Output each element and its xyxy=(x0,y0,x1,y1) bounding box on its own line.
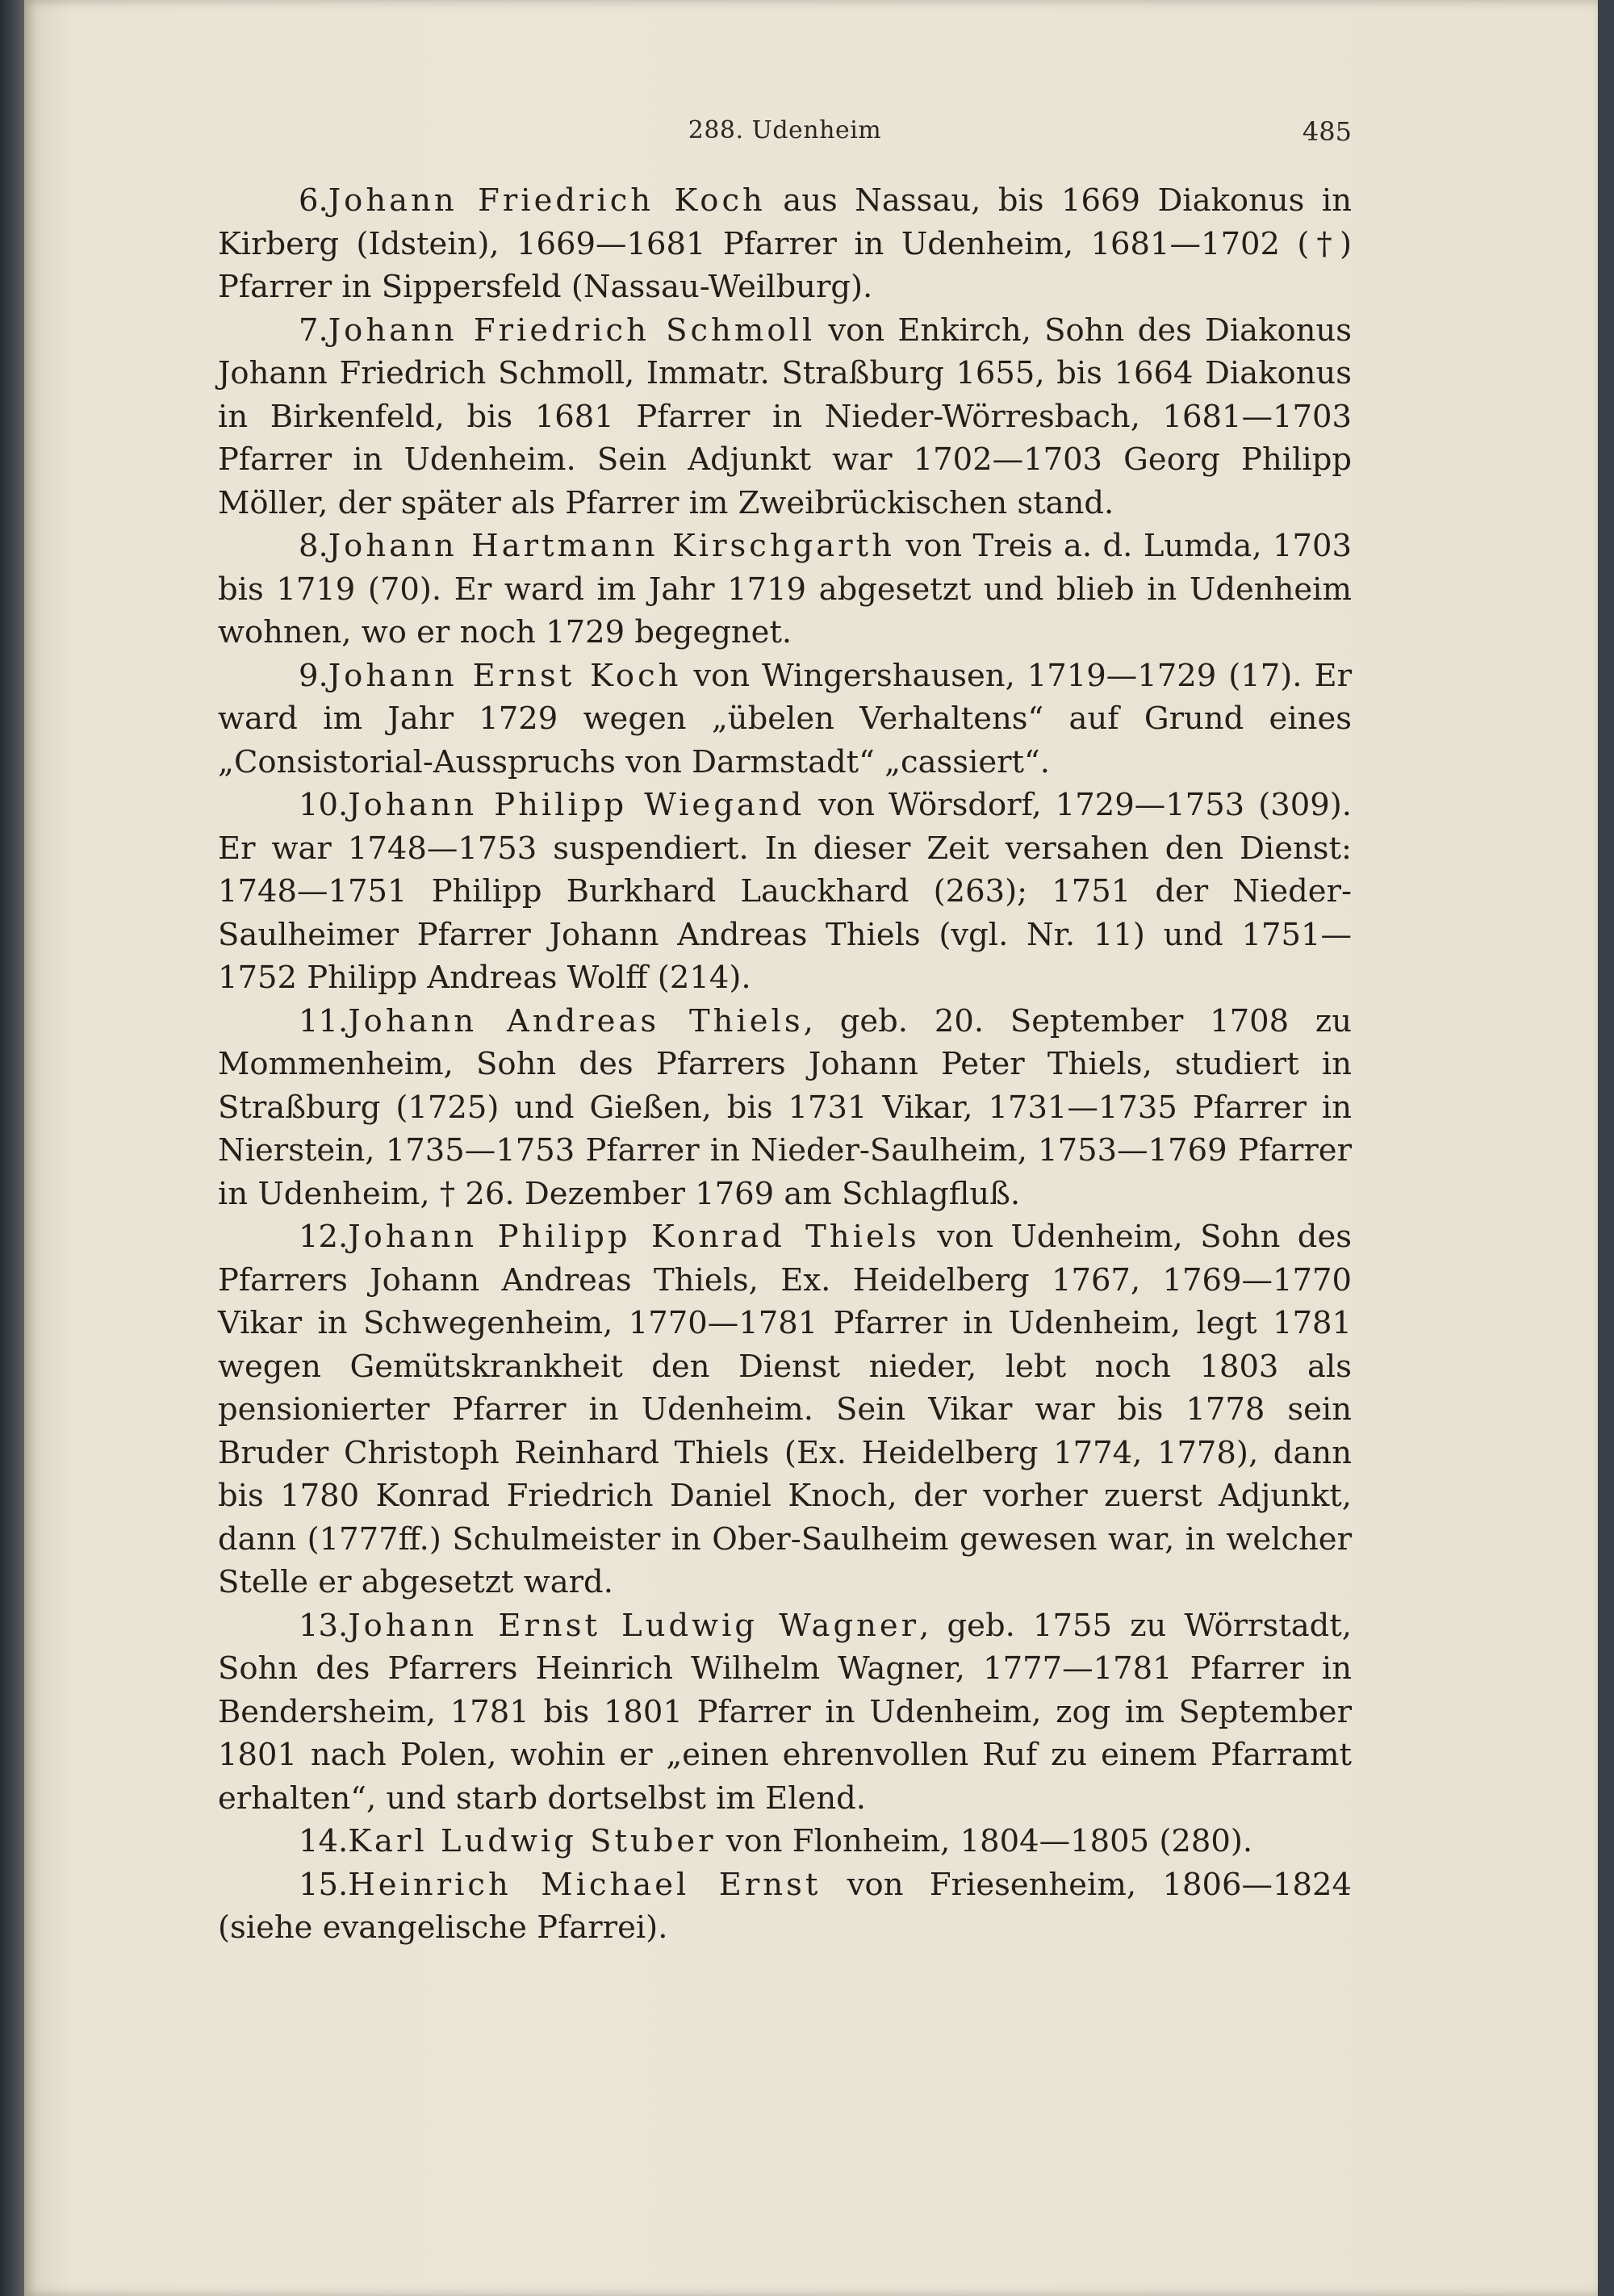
entry-text: aus Nassau, bis 1669 Diakonus in Kirberg (Idstein), 1669—1681 Pfarrer in Udenheim, 1681—1702 (†) Pfarrer in Sippersfeld (Nassau-Weilburg). xyxy=(218,182,1352,305)
entry-number: 13. xyxy=(299,1607,349,1644)
document-page xyxy=(24,0,1598,2296)
running-head: 288. Udenheim xyxy=(688,116,882,144)
entry-name: Heinrich Michael Ernst xyxy=(348,1866,822,1903)
entry-text: von Enkirch, Sohn des Diakonus Johann Friedrich Schmoll, Immatr. Straßburg 1655, bis 1664 Diakonus in Birkenfeld, bis 1681 Pfarrer in Nieder-Wörresbach, 1681—1703 Pfarrer in Udenheim. Sein Adjunkt war 1702—1703 Georg Philipp Möller, der später als Pfarrer im Zweibrückischen stand. xyxy=(218,312,1352,521)
entry-name: Johann Ernst Ludwig Wagner xyxy=(348,1607,920,1644)
entry-name: Johann Friedrich Koch xyxy=(328,182,766,219)
entry-name: Karl Ludwig Stuber xyxy=(348,1823,717,1859)
entry-name: Johann Friedrich Schmoll xyxy=(328,312,816,349)
list-item xyxy=(218,1820,1352,1863)
list-item xyxy=(218,309,1352,525)
entry-text: von Wörsdorf, 1729—1753 (309). Er war 1748—1753 suspendiert. In dieser Zeit versahen den Dienst: 1748—1751 Philipp Burkhard Lauckhard (263); 1751 der Nieder-Saulheimer Pfarrer Johann Andreas Thiels (vgl. Nr. 11) und 1751—1752 Philipp Andreas Wolff (214). xyxy=(218,787,1352,996)
entry-number: 10. xyxy=(299,787,349,823)
entry-text: , geb. 1755 zu Wörrstadt, Sohn des Pfarrers Heinrich Wilhelm Wagner, 1777—1781 Pfarrer in Bendersheim, 1781 bis 1801 Pfarrer in Udenheim, zog im September 1801 nach Polen, wohin er „einen ehrenvollen Ruf zu einem Pfarramt erhalten“, und starb dortselbst im Elend. xyxy=(218,1607,1352,1817)
entry-name: Johann Andreas Thiels xyxy=(348,1002,804,1039)
entry-text: von Wingershausen, 1719—1729 (17). Er ward im Jahr 1729 wegen „übelen Verhaltens“ auf Grund eines „Consistorial-Ausspruchs von Darmstadt“ „cassiert“. xyxy=(218,657,1352,780)
entry-text: von Flonheim, 1804—1805 (280). xyxy=(716,1823,1253,1859)
list-item xyxy=(218,1863,1352,1950)
entry-number: 12. xyxy=(299,1219,349,1255)
page-number: 485 xyxy=(1302,116,1352,147)
entry-number: 6. xyxy=(299,182,328,219)
entry-number: 7. xyxy=(299,312,328,349)
entry-number: 11. xyxy=(299,1002,349,1039)
list-item xyxy=(218,784,1352,1000)
list-item xyxy=(218,1000,1352,1216)
entry-number: 15. xyxy=(299,1866,349,1903)
entry-name: Johann Hartmann Kirschgarth xyxy=(328,528,895,564)
entry-name: Johann Philipp Wiegand xyxy=(348,787,805,823)
entry-number: 14. xyxy=(299,1823,349,1859)
entry-text: von Treis a. d. Lumda, 1703 bis 1719 (70). Er ward im Jahr 1719 abgesetzt und blieb in Udenheim wohnen, wo er noch 1729 begegnet. xyxy=(218,528,1352,650)
entry-name: Johann Philipp Konrad Thiels xyxy=(348,1219,920,1255)
entry-text: von Udenheim, Sohn des Pfarrers Johann Andreas Thiels, Ex. Heidelberg 1767, 1769—1770 Vikar in Schwegenheim, 1770—1781 Pfarrer in Udenheim, legt 1781 wegen Gemütskrankheit den Dienst nieder, lebt noch 1803 als pensionierter Pfarrer in Udenheim. Sein Vikar war bis 1778 sein Bruder Christoph Reinhard Thiels (Ex. Heidelberg 1774, 1778), dann bis 1780 Konrad Friedrich Daniel Knoch, der vorher zuerst Adjunkt, dann (1777ff.) Schulmeister in Ober-Saulheim gewesen war, in welcher Stelle er abgesetzt ward. xyxy=(218,1219,1352,1600)
entry-name: Johann Ernst Koch xyxy=(328,657,682,694)
list-item xyxy=(218,1604,1352,1821)
entry-number: 8. xyxy=(299,528,328,564)
entry-text: von Friesenheim, 1806—1824 (siehe evangelische Pfarrei). xyxy=(218,1866,1352,1946)
entry-text: , geb. 20. September 1708 zu Mommenheim, Sohn des Pfarrers Johann Peter Thiels, studiert in Straßburg (1725) und Gießen, bis 1731 Vikar, 1731—1735 Pfarrer in Nierstein, 1735—1753 Pfarrer in Nieder-Saulheim, 1753—1769 Pfarrer in Udenheim, † 26. Dezember 1769 am Schlagfluß. xyxy=(218,1002,1352,1212)
list-item xyxy=(218,1215,1352,1604)
list-item xyxy=(218,655,1352,784)
entry-number: 9. xyxy=(299,657,328,694)
page-header xyxy=(218,111,1352,152)
list-item xyxy=(218,525,1352,655)
list-item xyxy=(218,179,1352,309)
body-text xyxy=(218,179,1352,1950)
